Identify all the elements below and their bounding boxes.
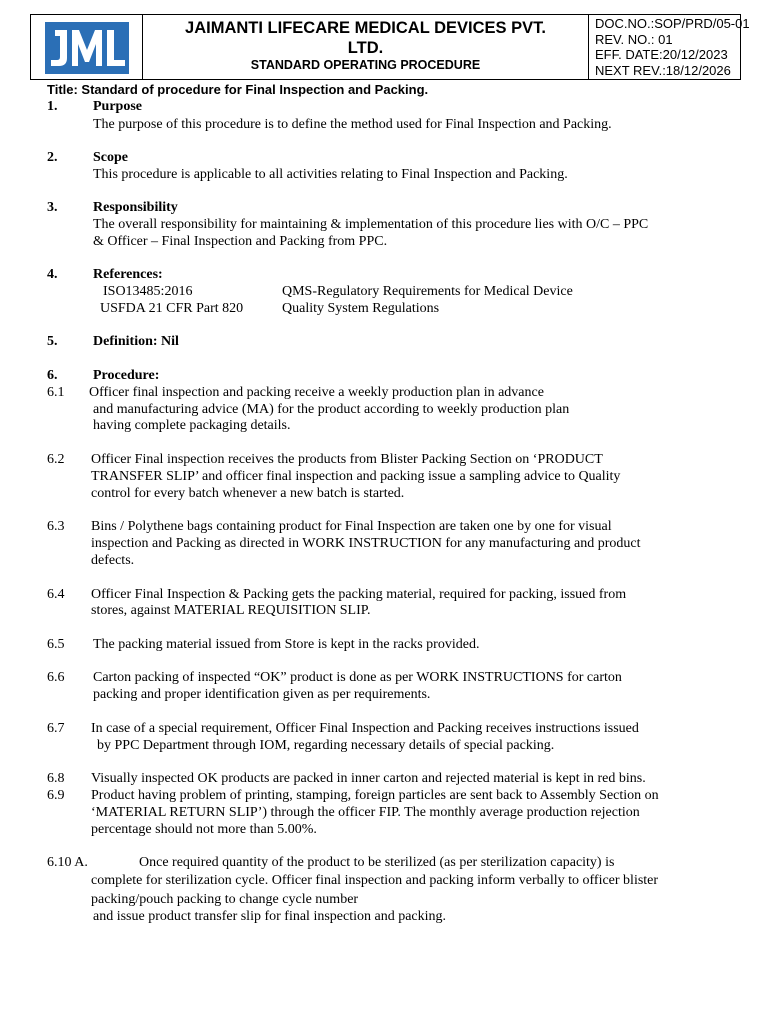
step-number: 6.4 bbox=[47, 587, 65, 602]
reference-description: QMS-Regulatory Requirements for Medical Device bbox=[282, 284, 573, 299]
step-number: 6.7 bbox=[47, 721, 65, 736]
section-number: 6. bbox=[47, 368, 58, 383]
section-number: 1. bbox=[47, 99, 58, 114]
reference-description: Quality System Regulations bbox=[282, 301, 440, 316]
scope-text: This procedure is applicable to all activities relating to Final Inspection and Packing. bbox=[93, 167, 568, 182]
step-6-10-line: complete for sterilization cycle. Officer final inspection and packing inform verbally to officer blister bbox=[91, 873, 659, 888]
step-6-9-line: Product having problem of printing, stamping, foreign particles are sent back to Assembly Section on bbox=[91, 788, 659, 803]
document-header bbox=[30, 14, 750, 80]
doc-number: DOC.NO.:SOP/PRD/05-01 bbox=[595, 16, 750, 31]
section-heading-definition: Definition: Nil bbox=[93, 334, 179, 349]
step-6-9-line: ‘MATERIAL RETURN SLIP’) through the officer FIP. The monthly average production rejection bbox=[91, 805, 640, 820]
step-number: 6.1 bbox=[47, 385, 65, 400]
document-type: STANDARD OPERATING PROCEDURE bbox=[250, 58, 481, 72]
step-6-4-line: stores, against MATERIAL REQUISITION SLIP. bbox=[91, 603, 371, 618]
step-6-2-line: control for every batch whenever a new batch is started. bbox=[91, 486, 405, 501]
section-heading-procedure: Procedure: bbox=[93, 368, 160, 383]
logo-cell bbox=[31, 15, 143, 79]
step-6-6-line: packing and proper identification given as per requirements. bbox=[93, 687, 431, 702]
next-revision-date: NEXT REV.:18/12/2026 bbox=[595, 62, 731, 78]
step-6-7-line: In case of a special requirement, Officer Final Inspection and Packing receives instructions issued bbox=[91, 721, 639, 736]
step-6-6-line: Carton packing of inspected “OK” product is done as per WORK INSTRUCTIONS for carton bbox=[93, 670, 622, 685]
step-6-3-line: defects. bbox=[91, 553, 135, 568]
company-name bbox=[143, 18, 588, 58]
step-6-1-line: having complete packaging details. bbox=[93, 418, 291, 433]
step-6-1-line: Officer final inspection and packing receive a weekly production plan in advance bbox=[89, 385, 544, 400]
step-6-9-line: percentage should not more than 5.00%. bbox=[91, 822, 317, 837]
purpose-text: The purpose of this procedure is to define the method used for Final Inspection and Packing. bbox=[93, 117, 612, 132]
company-logo bbox=[45, 22, 129, 74]
step-6-3-line: Bins / Polythene bags containing product for Final Inspection are taken one by one for visual bbox=[91, 519, 612, 534]
step-6-1-line: and manufacturing advice (MA) for the product according to weekly production plan bbox=[93, 402, 570, 417]
section-heading-references: References: bbox=[93, 267, 163, 282]
step-number: 6.2 bbox=[47, 452, 65, 467]
step-6-10-line: Once required quantity of the product to be sterilized (as per sterilization capacity) is bbox=[139, 855, 615, 870]
step-6-2-line: TRANSFER SLIP’ and officer final inspection and packing issue a sampling advice to Quality bbox=[91, 469, 621, 484]
step-6-10-line: and issue product transfer slip for final inspection and packing. bbox=[93, 909, 447, 924]
section-number: 5. bbox=[47, 334, 58, 349]
step-6-3-line: inspection and Packing as directed in WORK INSTRUCTION for any manufacturing and product bbox=[91, 536, 641, 551]
reference-code: ISO13485:2016 bbox=[103, 284, 193, 299]
revision-number: REV. NO.: 01 bbox=[595, 31, 673, 47]
step-number: 6.8 bbox=[47, 771, 65, 786]
step-6-10-line: packing/pouch packing to change cycle number bbox=[91, 892, 359, 907]
step-6-2-line: Officer Final inspection receives the products from Blister Packing Section on ‘PRODUCT bbox=[91, 452, 603, 467]
document-meta bbox=[589, 15, 750, 79]
step-number: 6.9 bbox=[47, 788, 65, 803]
section-number: 3. bbox=[47, 200, 58, 215]
section-heading-purpose: Purpose bbox=[93, 99, 142, 114]
step-6-4-line: Officer Final Inspection & Packing gets the packing material, required for packing, issued from bbox=[91, 587, 627, 602]
company-name-line1: JAIMANTI LIFECARE MEDICAL DEVICES PVT. bbox=[185, 19, 546, 37]
step-6-7-line: by PPC Department through IOM, regarding necessary details of special packing. bbox=[97, 738, 555, 753]
responsibility-text-line2: & Officer – Final Inspection and Packing from PPC. bbox=[93, 234, 388, 249]
step-6-8-line: Visually inspected OK products are packed in inner carton and rejected material is kept in red bins. bbox=[91, 771, 646, 786]
section-heading-scope: Scope bbox=[93, 150, 128, 165]
step-number: 6.10 A. bbox=[47, 855, 88, 870]
reference-code: USFDA 21 CFR Part 820 bbox=[100, 301, 244, 316]
effective-date: EFF. DATE:20/12/2023 bbox=[595, 47, 728, 63]
company-name-line2: LTD. bbox=[347, 39, 384, 57]
header-title-cell bbox=[143, 15, 589, 79]
section-number: 4. bbox=[47, 267, 58, 282]
section-number: 2. bbox=[47, 150, 58, 165]
step-number: 6.6 bbox=[47, 670, 65, 685]
section-heading-responsibility: Responsibility bbox=[93, 200, 178, 215]
step-number: 6.3 bbox=[47, 519, 65, 534]
document-title: Title: Standard of procedure for Final Inspection and Packing. bbox=[47, 82, 429, 97]
step-6-5-line: The packing material issued from Store is kept in the racks provided. bbox=[93, 637, 480, 652]
step-number: 6.5 bbox=[47, 637, 65, 652]
responsibility-text-line1: The overall responsibility for maintaining & implementation of this procedure lies with O/C – PPC bbox=[93, 217, 649, 232]
